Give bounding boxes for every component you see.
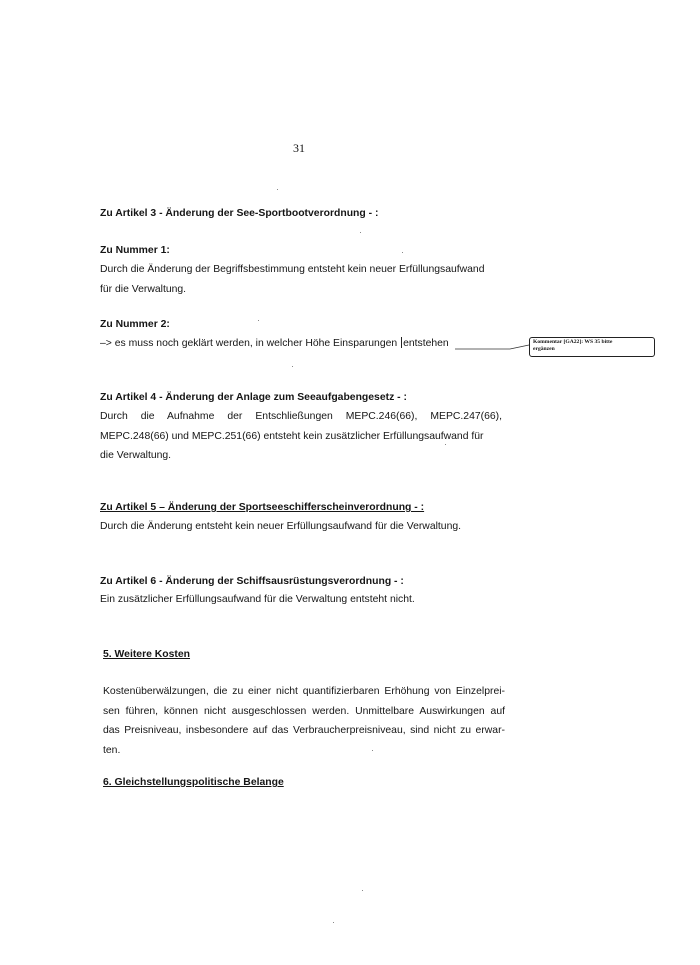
comment-balloon[interactable] [529,337,655,357]
scan-speck [333,922,334,923]
paragraph-text: –> es muss noch geklärt werden, in welcher Höhe Einsparungen [100,338,401,349]
paragraph-line: sen führen, können nicht ausgeschlossen werden. Unmittelbare Auswirkungen auf [103,705,505,717]
paragraph-line: MEPC.248(66) und MEPC.251(66) entsteht kein zusätzlicher Erfüllungsaufwand für [100,430,484,442]
heading-artikel-4: Zu Artikel 4 - Änderung der Anlage zum Seeaufgabengesetz - : [100,392,407,403]
paragraph-line: Durch die Änderung der Begriffsbestimmung entsteht kein neuer Erfüllungsaufwand [100,264,485,275]
scan-speck [292,366,293,367]
paragraph-line: Kostenüberwälzungen, die zu einer nicht quantifizierbaren Erhöhung von Einzelprei- [103,686,505,697]
paragraph-artikel-4 [100,407,502,466]
heading-artikel-5: Zu Artikel 5 – Änderung der Sportseeschifferscheinverordnung - : [100,502,425,513]
heading-gleichstellung: 6. Gleichstellungspolitische Belange [103,777,284,788]
paragraph-line: die Verwaltung. [100,450,172,461]
paragraph-line: Durch die Aufnahme der Entschließungen MEPC.246(66), MEPC.247(66), [100,411,502,422]
scan-speck [360,232,361,233]
comment-text-line: ergänzen [533,346,555,352]
paragraph-artikel-6: Ein zusätzlicher Erfüllungsaufwand für die Verwaltung entsteht nicht. [100,594,415,605]
heading-artikel-3: Zu Artikel 3 - Änderung der See-Sportbootverordnung - : [100,208,379,219]
heading-weitere-kosten: 5. Weitere Kosten [103,649,191,660]
scan-speck [277,189,278,190]
paragraph-line: für die Verwaltung. [100,283,187,295]
scan-speck [445,444,446,445]
heading-artikel-6: Zu Artikel 6 - Änderung der Schiffsausrüstungsverordnung - : [100,576,404,587]
heading-nummer-2: Zu Nummer 2: [100,319,170,330]
paragraph-artikel-5: Durch die Änderung entsteht kein neuer Erfüllungsaufwand für die Verwaltung. [100,521,462,532]
paragraph-line: ten. [103,744,121,756]
comment-text-line: Kommentar [GA22]: WS 35 bitte [533,339,613,345]
scan-speck [258,320,259,321]
scan-speck [402,252,403,253]
scan-speck [372,750,373,751]
paragraph-line: das Preisniveau, insbesondere auf das Verbraucherpreisniveau, sind nicht zu erwar- [103,725,505,736]
scan-speck [362,890,363,891]
paragraph-weitere-kosten [103,682,505,760]
page-number: 31 [293,141,305,155]
heading-nummer-1: Zu Nummer 1: [100,245,170,256]
commented-text[interactable]: entstehen [403,338,449,349]
